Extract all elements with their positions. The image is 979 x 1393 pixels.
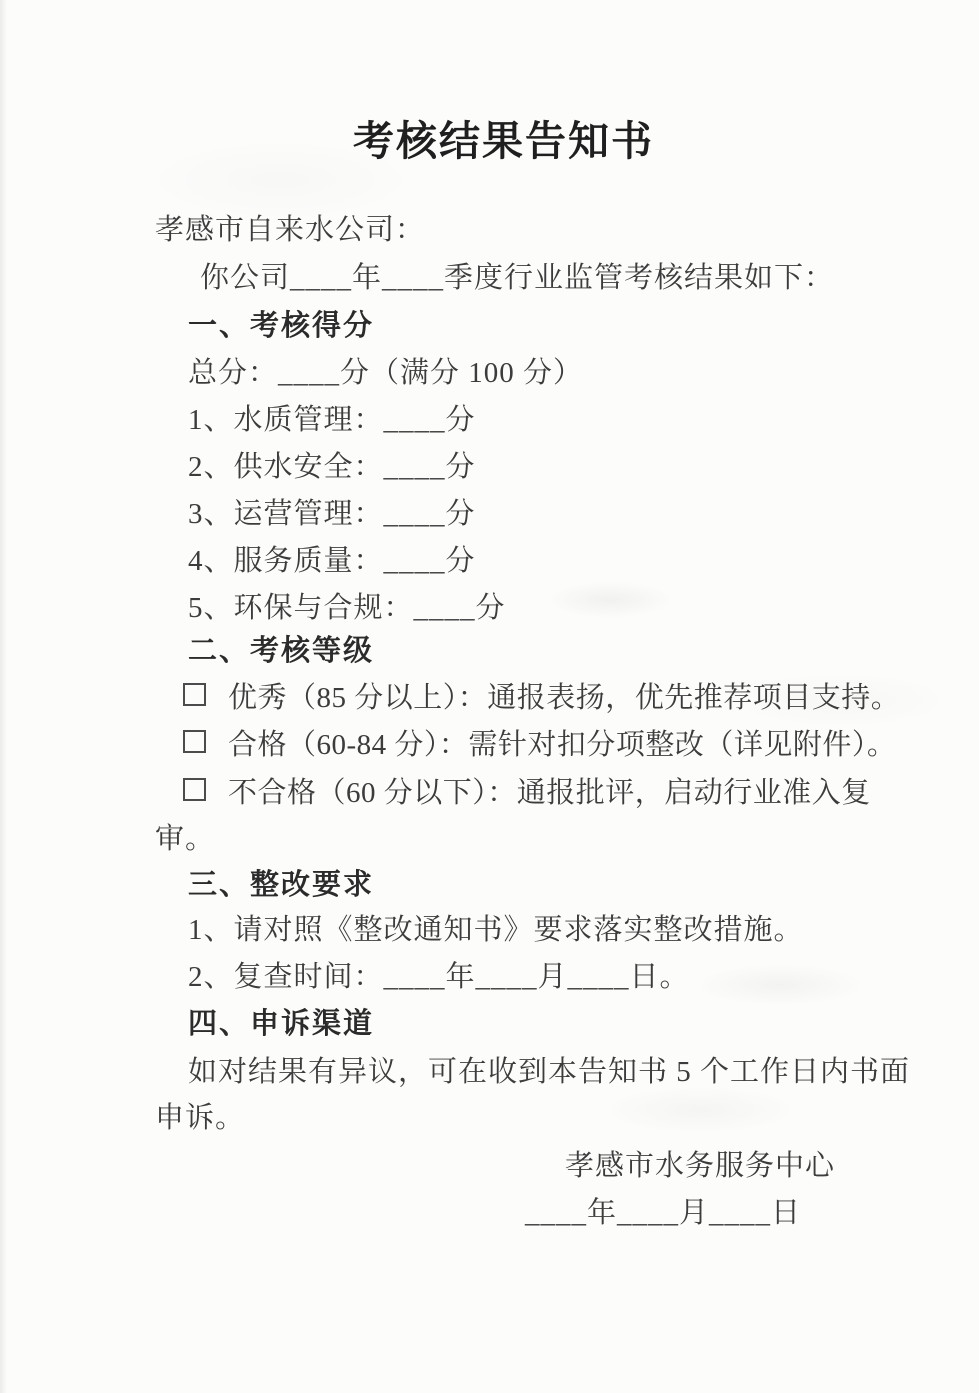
rectify-item-1: 1、请对照《整改通知书》要求落实整改措施。 <box>188 914 804 946</box>
signature-org: 孝感市水务服务中心 <box>565 1150 836 1182</box>
grade-option-fail-label: 不合格（60 分以下）：通报批评，启动行业准入复 <box>228 777 871 809</box>
score-item-operations: 3、运营管理：____分 <box>188 498 476 530</box>
intro-line: 你公司____年____季度行业监管考核结果如下： <box>200 262 835 294</box>
checkbox-icon <box>183 683 206 706</box>
grade-option-pass-label: 合格（60-84 分）：需针对扣分项整改（详见附件）。 <box>228 729 897 761</box>
section1-heading: 一、考核得分 <box>188 310 375 342</box>
grade-option-excellent <box>183 681 900 715</box>
rectify-item-2: 2、复查时间：____年____月____日。 <box>188 961 690 993</box>
grade-option-pass <box>183 728 896 762</box>
score-item-service-quality: 4、服务质量：____分 <box>188 545 476 577</box>
grade-option-fail <box>183 776 871 810</box>
score-item-environment-compliance: 5、环保与合规：____分 <box>188 592 506 624</box>
section3-heading: 三、整改要求 <box>188 869 375 901</box>
grade-option-excellent-label: 优秀（85 分以上）：通报表扬，优先推荐项目支持。 <box>228 682 901 714</box>
appeal-line-2: 申诉。 <box>155 1102 246 1134</box>
checkbox-icon <box>183 730 206 753</box>
checkbox-icon <box>183 778 206 801</box>
section4-heading: 四、申诉渠道 <box>188 1008 375 1040</box>
doc-title: 考核结果告知书 <box>353 118 654 164</box>
appeal-line-1: 如对结果有异议，可在收到本告知书 5 个工作日内书面 <box>188 1056 911 1088</box>
total-score-line: 总分：____分（满分 100 分） <box>188 357 584 389</box>
signature-date: ____年____月____日 <box>525 1197 802 1229</box>
score-item-supply-safety: 2、供水安全：____分 <box>188 451 476 483</box>
salutation: 孝感市自来水公司： <box>155 214 426 246</box>
score-item-water-quality: 1、水质管理：____分 <box>188 404 476 436</box>
grade-option-fail-wrap: 审。 <box>155 823 216 855</box>
section2-heading: 二、考核等级 <box>188 635 375 667</box>
